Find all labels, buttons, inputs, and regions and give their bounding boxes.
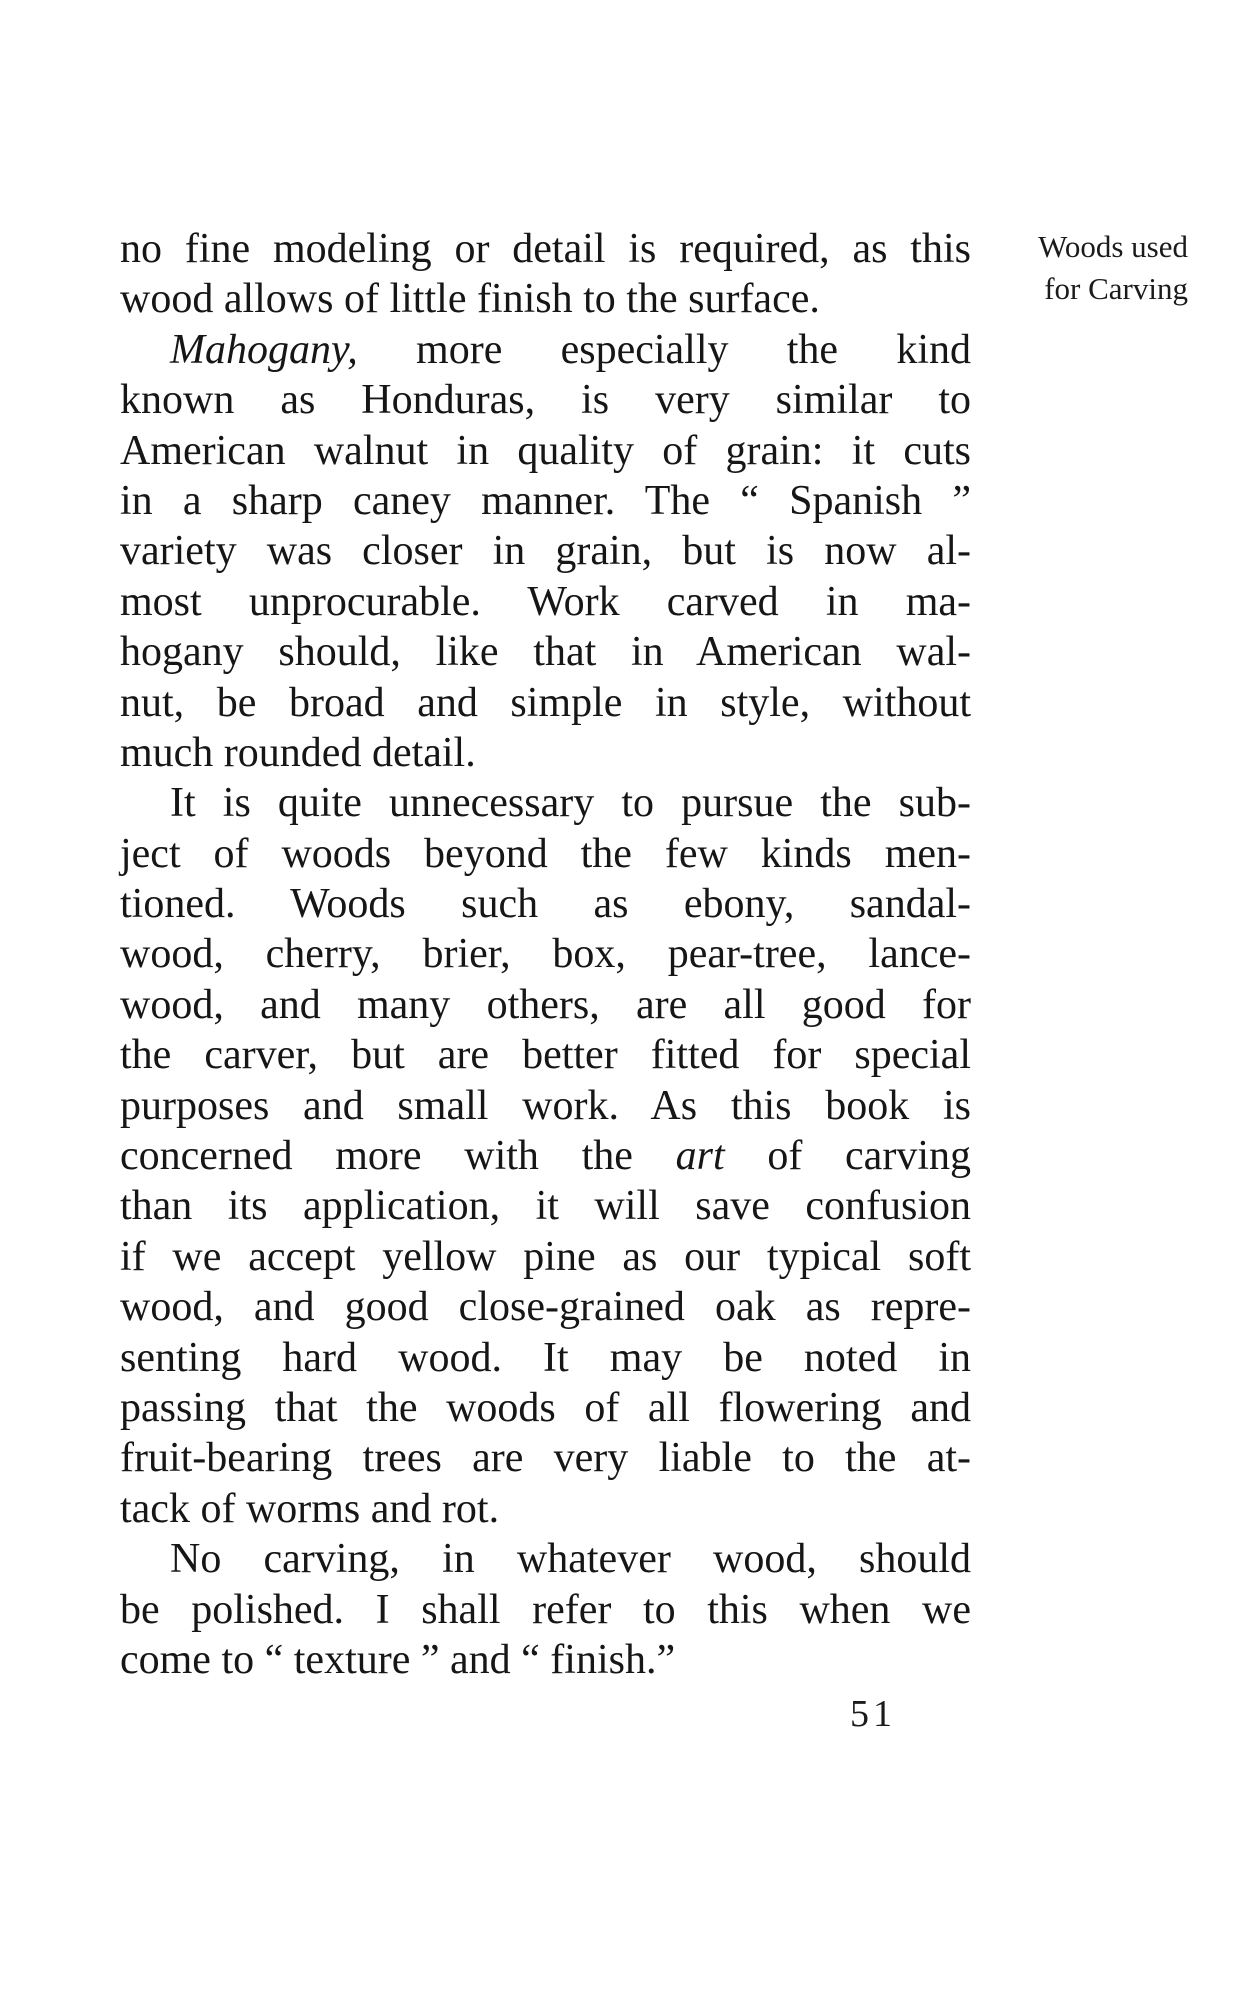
text-segment: senting hard wood. It may be noted in <box>120 1334 971 1381</box>
text-line <box>120 224 971 274</box>
text-segment: fruit-bearing trees are very liable to the at- <box>120 1435 971 1482</box>
text-segment: tioned. Woods such as ebony, sandal- <box>120 881 971 928</box>
text-line <box>120 778 971 828</box>
text-segment: concerned more with the <box>120 1133 676 1180</box>
text-line <box>120 627 971 677</box>
text-segment: of carving <box>724 1133 971 1180</box>
text-line <box>120 1232 971 1282</box>
text-line <box>120 1181 971 1231</box>
text-line <box>120 1282 971 1332</box>
text-segment: be polished. I shall refer to this when we <box>120 1586 971 1633</box>
text-segment: if we accept yellow pine as our typical soft <box>120 1233 971 1280</box>
text-segment: most unprocurable. Work carved in ma- <box>120 578 971 625</box>
text-line <box>120 678 971 728</box>
text-line <box>120 426 971 476</box>
text-line <box>120 476 971 526</box>
text-segment: nut, be broad and simple in style, without <box>120 679 971 726</box>
text-line <box>120 274 971 324</box>
page-number: 51 <box>850 1693 896 1735</box>
text-line <box>120 1534 971 1584</box>
text-segment: than its application, it will save confusion <box>120 1183 971 1230</box>
text-segment: passing that the woods of all flowering and <box>120 1384 971 1431</box>
text-segment: come to “ texture ” and “ finish.” <box>120 1636 676 1683</box>
text-segment: hogany should, like that in American wal- <box>120 629 971 676</box>
text-segment: purposes and small work. As this book is <box>120 1082 971 1129</box>
text-line <box>120 526 971 576</box>
text-segment: No carving, in whatever wood, should <box>170 1536 971 1583</box>
text-segment: more especially the kind <box>357 326 971 373</box>
body-text <box>120 224 971 1685</box>
margin-note <box>988 226 1188 310</box>
text-line <box>120 1484 971 1534</box>
text-line <box>120 980 971 1030</box>
text-segment: variety was closer in grain, but is now al- <box>120 528 971 575</box>
text-line <box>120 829 971 879</box>
text-segment: wood, and good close-grained oak as repre- <box>120 1284 971 1331</box>
text-segment: tack of worms and rot. <box>120 1485 500 1532</box>
text-line <box>120 1635 971 1685</box>
text-line <box>120 1383 971 1433</box>
margin-note-line: for Carving <box>1044 271 1188 306</box>
text-segment: in a sharp caney manner. The “ Spanish ” <box>120 477 971 524</box>
text-line <box>120 1585 971 1635</box>
text-line <box>120 728 971 778</box>
text-segment: no fine modeling or detail is required, as this <box>120 226 971 272</box>
text-line <box>120 1131 971 1181</box>
text-line <box>120 879 971 929</box>
text-line <box>120 375 971 425</box>
text-segment: wood allows of little finish to the surface. <box>120 276 820 323</box>
text-line <box>120 1081 971 1131</box>
text-line <box>120 1333 971 1383</box>
text-segment: wood, cherry, brier, box, pear-tree, lance- <box>120 931 971 978</box>
text-segment: much rounded detail. <box>120 729 476 776</box>
italic-text: art <box>675 1133 725 1180</box>
text-line <box>120 1433 971 1483</box>
margin-note-line: Woods used <box>1038 229 1188 264</box>
text-segment: ject of woods beyond the few kinds men- <box>120 830 971 877</box>
italic-text: Mahogany, <box>170 326 358 373</box>
text-line <box>120 577 971 627</box>
text-segment: It is quite unnecessary to pursue the sub- <box>170 780 971 827</box>
text-line <box>120 325 971 375</box>
text-line <box>120 929 971 979</box>
text-segment: the carver, but are better fitted for special <box>120 1032 971 1079</box>
text-segment: wood, and many others, are all good for <box>120 981 971 1028</box>
text-segment: American walnut in quality of grain: it cuts <box>120 427 971 474</box>
text-segment: known as Honduras, is very similar to <box>120 377 971 424</box>
text-line <box>120 1030 971 1080</box>
